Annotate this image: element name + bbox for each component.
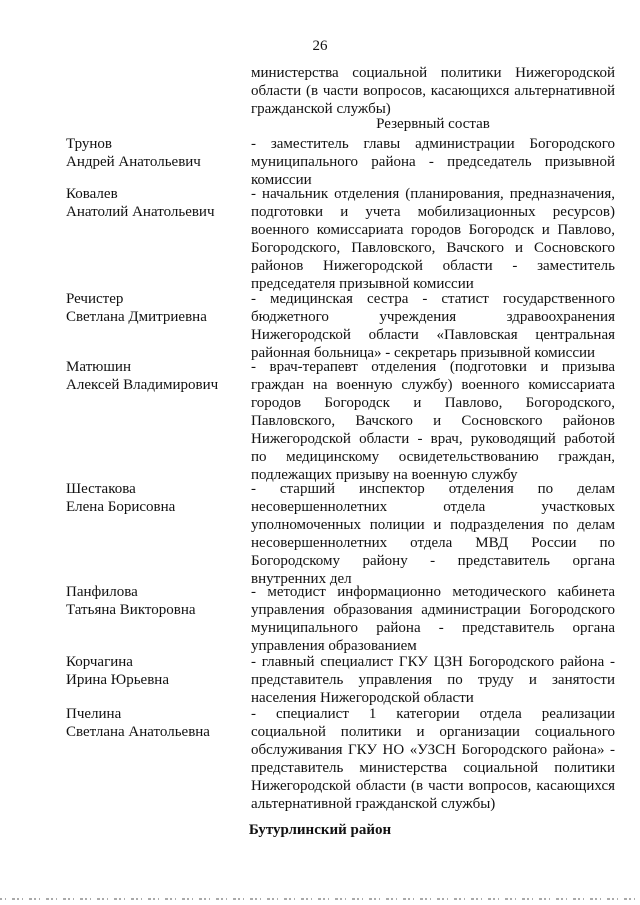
member-role (251, 480, 615, 588)
role-line: несовершеннолетних отдела МВД России по (251, 535, 615, 551)
member-role (251, 185, 615, 293)
member-given-names: Елена Борисовна (66, 499, 176, 515)
member-given-names: Алексей Владимирович (66, 377, 219, 393)
role-line: муниципального района - представитель органа (251, 620, 615, 636)
role-line: - методист информационно методического кабинета (251, 584, 615, 600)
role-line: Нижегородской области - врач, руководящий работой (251, 431, 615, 447)
role-line: внутренних дел (251, 571, 352, 587)
role-line: - специалист 1 категории отдела реализации (251, 706, 615, 722)
member-name (66, 185, 246, 221)
role-line: граждан на военную службу) военного комиссариата (251, 377, 615, 393)
role-line: - врач-терапевт отделения (подготовки и призыва (251, 359, 615, 375)
role-line: подготовки и учета мобилизационных ресурсов) (251, 204, 615, 220)
role-line: представитель управления по труду и занятости (251, 672, 615, 688)
member-name (66, 358, 246, 394)
member-role (251, 653, 615, 707)
member-surname: Речистер (66, 291, 124, 307)
member-given-names: Светлана Анатольевна (66, 724, 210, 740)
scan-edge-marks (0, 893, 640, 905)
member-role (251, 705, 615, 813)
member-surname: Корчагина (66, 654, 133, 670)
member-given-names: Татьяна Викторовна (66, 602, 196, 618)
member-name (66, 583, 246, 619)
role-line: районная больница» - секретарь призывной комиссии (251, 345, 596, 361)
member-surname: Панфилова (66, 584, 138, 600)
member-surname: Трунов (66, 136, 113, 152)
role-line: представитель министерства социальной политики (251, 760, 615, 776)
member-name (66, 135, 246, 171)
page-number: 26 (312, 38, 328, 54)
member-surname: Ковалев (66, 186, 118, 202)
role-line: Богородского, Павловского, Вачского и Сосновского (251, 240, 615, 256)
reserve-heading: Резервный состав (376, 116, 490, 132)
role-line: Нижегородской области (в части вопросов, касающихся (251, 778, 615, 794)
member-surname: Шестакова (66, 481, 136, 497)
role-line: комиссии (251, 172, 312, 188)
member-name (66, 290, 246, 326)
district-heading: Бутурлинский район (248, 822, 392, 838)
role-line: подлежащих призыву на военную службу (251, 467, 518, 483)
role-line: районов Нижегородской области - заместитель (251, 258, 615, 274)
member-given-names: Ирина Юрьевна (66, 672, 169, 688)
member-role (251, 358, 615, 484)
member-name (66, 653, 246, 689)
role-line: Богородскому району - представитель органа (251, 553, 615, 569)
role-line: обслуживания ГКУ НО «УЗСН Богородского района» - (251, 742, 615, 758)
role-line: уполномоченных полиции и подразделения по делам (251, 517, 615, 533)
member-role (251, 135, 615, 189)
member-surname: Матюшин (66, 359, 131, 375)
member-given-names: Светлана Дмитриевна (66, 309, 207, 325)
role-line: - медицинская сестра - статист государственного (251, 291, 615, 307)
role-line: управления образования администрации Богородского (251, 602, 615, 618)
text-line: гражданской службы) (251, 101, 391, 117)
role-line: муниципального района - председатель призывной (251, 154, 615, 170)
role-line: - начальник отделения (планирования, предназначения, (251, 186, 615, 202)
member-given-names: Андрей Анатольевич (66, 154, 201, 170)
role-line: - главный специалист ГКУ ЦЗН Богородского района - (251, 654, 615, 670)
role-line: населения Нижегородской области (251, 690, 474, 706)
role-line: по медицинскому освидетельствованию граждан, (251, 449, 615, 465)
role-line: бюджетного учреждения здравоохранения (251, 309, 615, 325)
role-line: - заместитель главы администрации Богородского (251, 136, 615, 152)
member-surname: Пчелина (66, 706, 122, 722)
role-line: председателя призывной комиссии (251, 276, 474, 292)
member-role (251, 583, 615, 655)
role-line: Павловского, Вачского и Сосновского районов (251, 413, 615, 429)
member-given-names: Анатолий Анатольевич (66, 204, 215, 220)
role-line: альтернативной гражданской службы) (251, 796, 496, 812)
text-line: министерства социальной политики Нижегородской (251, 65, 615, 81)
role-line: городов Богородск и Павлово, Богородского, (251, 395, 615, 411)
role-line: социальной политики и организации социального (251, 724, 615, 740)
role-line: управления образованием (251, 638, 417, 654)
continued-role-text (251, 64, 615, 118)
role-line: военного комиссариата городов Богородск и Павлово, (251, 222, 615, 238)
member-name (66, 480, 246, 516)
member-name (66, 705, 246, 741)
role-line: несовершеннолетних отдела участковых (251, 499, 615, 515)
role-line: Нижегородской области «Павловская центральная (251, 327, 615, 343)
role-line: - старший инспектор отделения по делам (251, 481, 615, 497)
member-role (251, 290, 615, 362)
text-line: области (в части вопросов, касающихся альтернативной (251, 83, 615, 99)
